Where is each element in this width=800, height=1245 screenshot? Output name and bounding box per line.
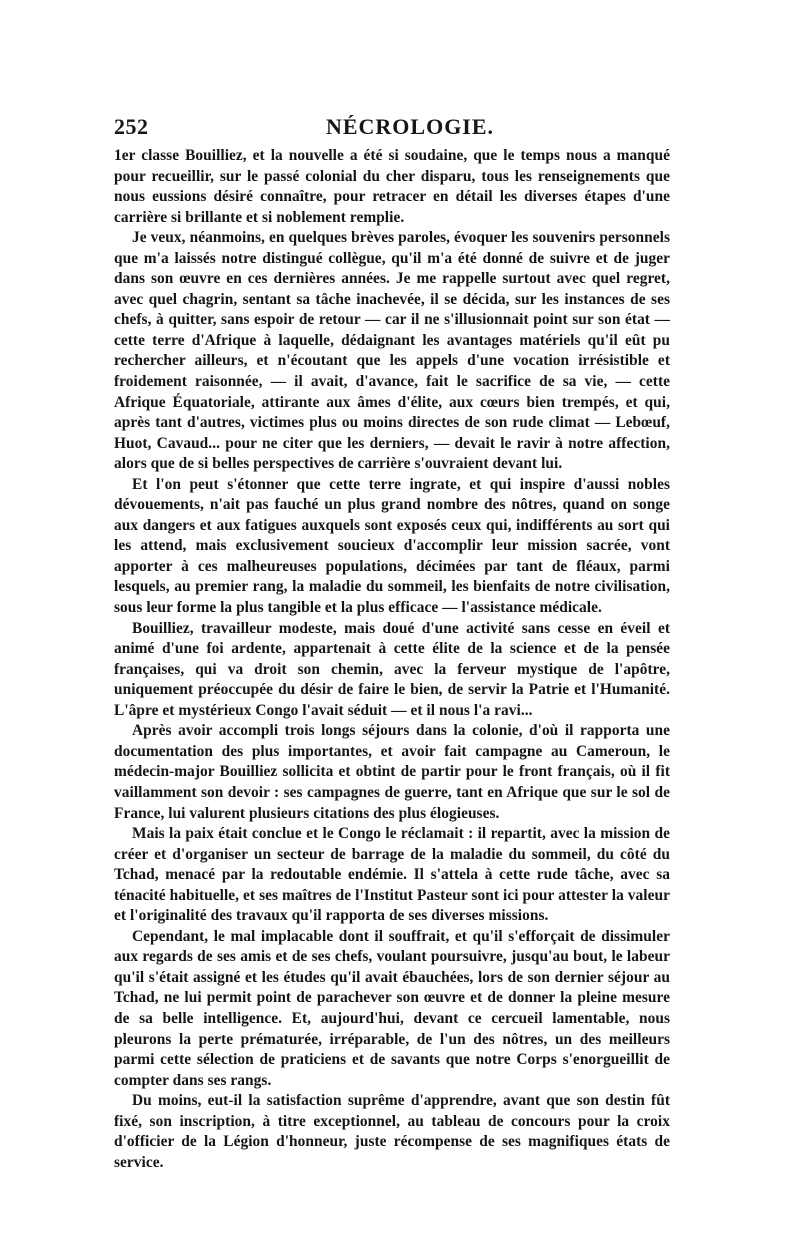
paragraph: Je veux, néanmoins, en quelques brèves paroles, évoquer les souvenirs personnels que m'a laissés notre distingué collègue, qu'il m'a été donné de suivre et de juger dans son œuvre en ces dernières années. Je me rappelle surtout avec quel regret, avec quel chagrin, sentant sa tâche inachevée, il se décida, sur les instances de ses chefs, à quitter, sans espoir de retour — car il ne s'illusionnait point sur son état — cette terre d'Afrique à laquelle, dédaignant les avantages matériels qu'il eût pu rechercher ailleurs, et n'écoutant que les appels d'une vocation irrésistible et froidement raisonnée, — il avait, d'avance, fait le sacrifice de sa vie, — cette Afrique Équatoriale, attirante aux âmes d'élite, aux cœurs bien trempés, et qui, après tant d'autres, victimes plus ou moins directes de son rude climat — Lebœuf, Huot, Cavaud... pour ne citer que les derniers, — devait le ravir à notre affection, alors que de si belles perspectives de carrière s'ouvraient devant lui. [114, 229, 670, 473]
body-text [114, 146, 670, 1173]
paragraph-continued: 1er classe Bouilliez, et la nouvelle a été si soudaine, que le temps nous a manqué pour recueillir, sur le passé colonial du cher disparu, tous les renseignements que nous eussions désiré connaître, pour retracer en détail les diverses étapes d'une carrière si brillante et si noblement remplie. [114, 147, 670, 226]
paragraph: Mais la paix était conclue et le Congo le réclamait : il repartit, avec la mission de créer et d'organiser un secteur de barrage de la maladie du sommeil, du côté du Tchad, menacé par la redoutable endémie. Il s'attela à cette rude tâche, avec sa ténacité habituelle, et ses maîtres de l'Institut Pasteur sont ici pour attester la valeur et l'originalité des travaux qu'il rapporta de ses diverses missions. [114, 825, 670, 925]
paragraph: Du moins, eut-il la satisfaction suprême d'apprendre, avant que son destin fût fixé, son inscription, à titre exceptionnel, au tableau de concours pour la croix d'officier de la Légion d'honneur, juste récompense de ses magnifiques états de service. [114, 1092, 670, 1171]
paragraph: Bouilliez, travailleur modeste, mais doué d'une activité sans cesse en éveil et animé d'une foi ardente, appartenait à cette élite de la science et de la pensée françaises, qui va droit son chemin, avec la ferveur mystique de l'apôtre, uniquement préoccupée du désir de faire le bien, de servir la Patrie et l'Humanité. L'âpre et mystérieux Congo l'avait séduit — et il nous l'a ravi... [114, 619, 670, 719]
book-page [114, 112, 670, 1173]
running-head [114, 112, 670, 142]
page-number: 252 [114, 114, 149, 139]
paragraph: Cependant, le mal implacable dont il souffrait, et qu'il s'efforçait de dissimuler aux regards de ses amis et de ses chefs, voulant poursuivre, jusqu'au bout, le labeur qu'il s'était assigné et les études qu'il avait ébauchées, lors de son dernier séjour au Tchad, ne lui permit point de parachever son œuvre et de donner la pleine mesure de sa belle intelligence. Et, aujourd'hui, devant ce cercueil lamentable, nous pleurons la perte prématurée, irréparable, de l'un des nôtres, un des meilleurs parmi cette sélection de praticiens et de savants que notre Corps s'enorgueillit de compter dans ses rangs. [114, 927, 670, 1089]
paragraph: Après avoir accompli trois longs séjours dans la colonie, d'où il rapporta une documentation des plus importantes, et avoir fait campagne au Cameroun, le médecin-major Bouilliez sollicita et obtint de partir pour le front français, où il fit vaillamment son devoir : ses campagnes de guerre, tant en Afrique que sur le sol de France, lui valurent plusieurs citations des plus élogieuses. [114, 722, 670, 822]
paragraph: Et l'on peut s'étonner que cette terre ingrate, et qui inspire d'aussi nobles dévouements, n'ait pas fauché un plus grand nombre des nôtres, quand on songe aux dangers et aux fatigues auxquels sont exposés ceux qui, indifférents au sort qui les attend, mais exclusivement soucieux d'accomplir leur mission sacrée, vont apporter à ces malheureuses populations, décimées par tant de fléaux, parmi lesquels, au premier rang, la maladie du sommeil, les bienfaits de notre civilisation, sous leur forme la plus tangible et la plus efficace — l'assistance médicale. [114, 475, 670, 617]
running-title: NÉCROLOGIE. [325, 114, 495, 139]
